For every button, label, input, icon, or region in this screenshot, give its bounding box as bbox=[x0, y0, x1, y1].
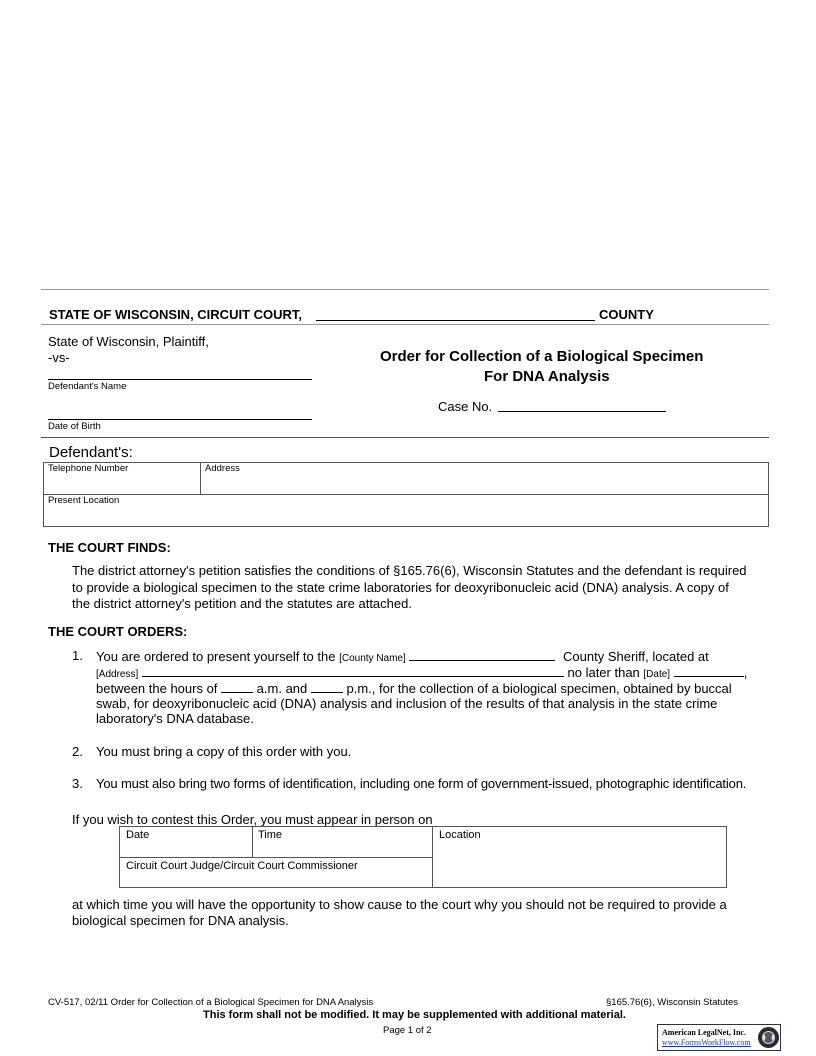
county-name-blank[interactable] bbox=[409, 648, 555, 661]
am-and-label: a.m. and bbox=[256, 681, 308, 696]
hearing-table-hline bbox=[119, 857, 432, 858]
pm-blank[interactable] bbox=[311, 680, 343, 693]
finds-line3: the district attorney's petition and the statutes are attached. bbox=[72, 596, 412, 611]
footer-form-id: CV-517, 02/11 Order for Collection of a Biological Specimen for DNA Analysis bbox=[48, 997, 374, 1008]
item2-text: You must bring a copy of this order with you. bbox=[96, 744, 352, 759]
address-label: Address bbox=[205, 463, 240, 474]
contest-intro: If you wish to contest this Order, you must appear in person on bbox=[72, 812, 433, 827]
item1-line4: swab, for deoxyribonucleic acid (DNA) analysis and inclusion of the results of that analysis in the state crime bbox=[96, 696, 718, 711]
american-legalnet-logo bbox=[657, 1024, 781, 1051]
finds-line2: to provide a biological specimen to the state crime laboratories for deoxyribonucleic acid (DNA) analysis. A copy of bbox=[72, 580, 729, 595]
item1-line3 bbox=[96, 680, 732, 697]
finds-line1: The district attorney's petition satisfies the conditions of §165.76(6), Wisconsin Statutes and the defendant is required bbox=[72, 563, 747, 578]
hearing-location-label: Location bbox=[439, 829, 481, 841]
state-court-label: STATE OF WISCONSIN, CIRCUIT COURT, bbox=[49, 307, 303, 322]
item1-text: You are ordered to present yourself to the bbox=[96, 649, 336, 664]
between-hours-label: between the hours of bbox=[96, 681, 218, 696]
defendant-name-label: Defendant's Name bbox=[48, 381, 127, 392]
defendant-table-hline bbox=[43, 494, 769, 495]
item1-number: 1. bbox=[72, 648, 83, 663]
logo-website: www.FormsWorkFlow.com bbox=[662, 1038, 751, 1047]
hearing-table-vline-time bbox=[252, 826, 253, 857]
dob-label: Date of Birth bbox=[48, 421, 101, 432]
form-title-line1: Order for Collection of a Biological Specimen bbox=[380, 348, 704, 365]
caption-rule bbox=[41, 437, 769, 438]
defendant-table-vline bbox=[200, 462, 201, 494]
telephone-label: Telephone Number bbox=[48, 463, 129, 474]
date-field[interactable]: [Date] bbox=[643, 669, 671, 680]
address-field[interactable]: [Address] bbox=[96, 669, 139, 680]
court-finds-heading: THE COURT FINDS: bbox=[48, 540, 171, 555]
item2-number: 2. bbox=[72, 744, 83, 759]
date-blank[interactable] bbox=[674, 664, 744, 677]
hearing-date-label: Date bbox=[126, 829, 150, 841]
court-orders-heading: THE COURT ORDERS: bbox=[48, 624, 188, 639]
pm-rest-label: p.m., for the collection of a biological specimen, obtained by buccal bbox=[346, 681, 732, 696]
form-title-line2: For DNA Analysis bbox=[484, 368, 610, 385]
footer-statute: §165.76(6), Wisconsin Statutes bbox=[606, 997, 739, 1008]
defendant-name-line[interactable] bbox=[48, 379, 312, 380]
dob-line[interactable] bbox=[48, 419, 312, 420]
county-name-field[interactable]: [County Name] bbox=[339, 653, 406, 664]
header-rule bbox=[41, 324, 769, 325]
plaintiff-label: State of Wisconsin, Plaintiff, bbox=[48, 334, 209, 349]
footer-page-number: Page 1 of 2 bbox=[383, 1025, 432, 1036]
am-blank[interactable] bbox=[221, 680, 253, 693]
closing-line1: at which time you will have the opportunity to show cause to the court why you should not be required to provide a bbox=[72, 897, 727, 912]
hearing-table-vline-location bbox=[432, 826, 433, 888]
hearing-time-label: Time bbox=[258, 829, 283, 841]
vs-label: -vs- bbox=[48, 350, 70, 365]
footer-notice: This form shall not be modified. It may be supplemented with additional material. bbox=[203, 1009, 626, 1021]
item1-comma: , bbox=[743, 665, 748, 680]
item3-text: You must also bring two forms of identification, including one form of government-issued, photographic identification. bbox=[96, 776, 747, 791]
logo-globe-icon bbox=[757, 1026, 780, 1049]
top-rule bbox=[41, 289, 769, 290]
address-blank[interactable] bbox=[142, 664, 564, 677]
county-blank[interactable] bbox=[316, 320, 595, 321]
item1-county-sheriff: County Sheriff, located at bbox=[563, 649, 709, 664]
no-later-than-label: no later than bbox=[567, 665, 640, 680]
logo-company: American LegalNet, Inc. bbox=[662, 1028, 746, 1037]
case-no-label: Case No. bbox=[438, 399, 493, 414]
item1-line5: laboratory's DNA database. bbox=[96, 711, 254, 726]
case-no-line[interactable] bbox=[498, 411, 666, 412]
judge-label: Circuit Court Judge/Circuit Court Commissioner bbox=[126, 860, 358, 872]
closing-line2: biological specimen for DNA analysis. bbox=[72, 913, 289, 928]
defendant-heading: Defendant's: bbox=[49, 444, 133, 461]
county-label: COUNTY bbox=[599, 307, 654, 322]
present-location-label: Present Location bbox=[48, 495, 120, 506]
item3-number: 3. bbox=[72, 776, 83, 791]
